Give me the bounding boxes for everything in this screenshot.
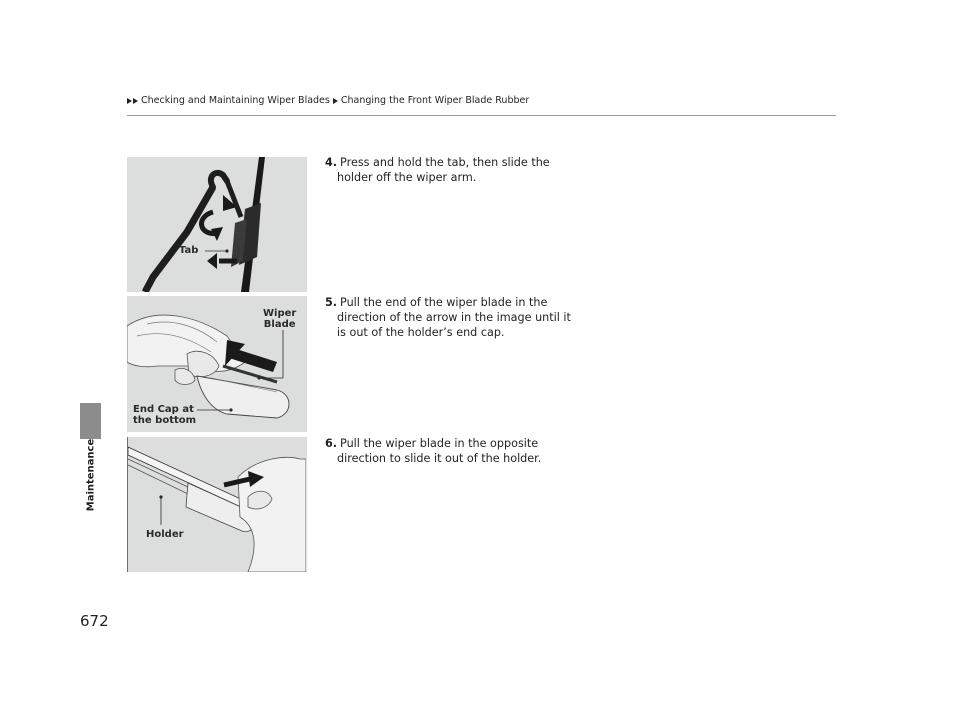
callout-holder: Holder [146, 529, 184, 540]
section-label-text: Maintenance [85, 438, 97, 512]
section-label [79, 440, 103, 510]
step-text: Pull the end of the wiper blade in the [340, 296, 548, 309]
breadcrumb-arrow-icon [133, 98, 138, 104]
step-number: 4. [325, 156, 338, 169]
breadcrumb-arrow-icon [127, 98, 132, 104]
step-text-continued: direction to slide it out of the holder. [337, 452, 542, 465]
callout-tab: Tab [179, 245, 199, 256]
breadcrumb-section[interactable]: Checking and Maintaining Wiper Blades [141, 95, 330, 106]
wiper-arm-illustration [127, 157, 307, 292]
callout-end-cap: End Cap at the bottom [133, 404, 197, 426]
step-number: 6. [325, 437, 338, 450]
step-number: 5. [325, 296, 338, 309]
figure-wiper-tab [127, 157, 307, 292]
page-number: 672 [80, 612, 109, 630]
figure-wiper-holder [127, 437, 307, 572]
blade-holder-illustration [128, 437, 306, 572]
step-text: Pull the wiper blade in the opposite [340, 437, 539, 450]
step-text-continued: direction of the arrow in the image until it is out of the holder’s end cap. [337, 311, 571, 339]
callout-wiper-blade: Wiper Blade [263, 308, 297, 330]
breadcrumb-arrow-icon [333, 98, 338, 104]
step-6 [325, 436, 585, 466]
step-4 [325, 155, 585, 185]
section-tab [80, 403, 101, 439]
figure-wiper-endcap [127, 296, 307, 432]
step-5 [325, 295, 585, 340]
step-text: Press and hold the tab, then slide the [340, 156, 550, 169]
breadcrumb-topic[interactable]: Changing the Front Wiper Blade Rubber [340, 95, 530, 106]
header-rule [127, 115, 836, 116]
step-text-continued: holder off the wiper arm. [337, 171, 477, 184]
breadcrumb [127, 95, 529, 106]
